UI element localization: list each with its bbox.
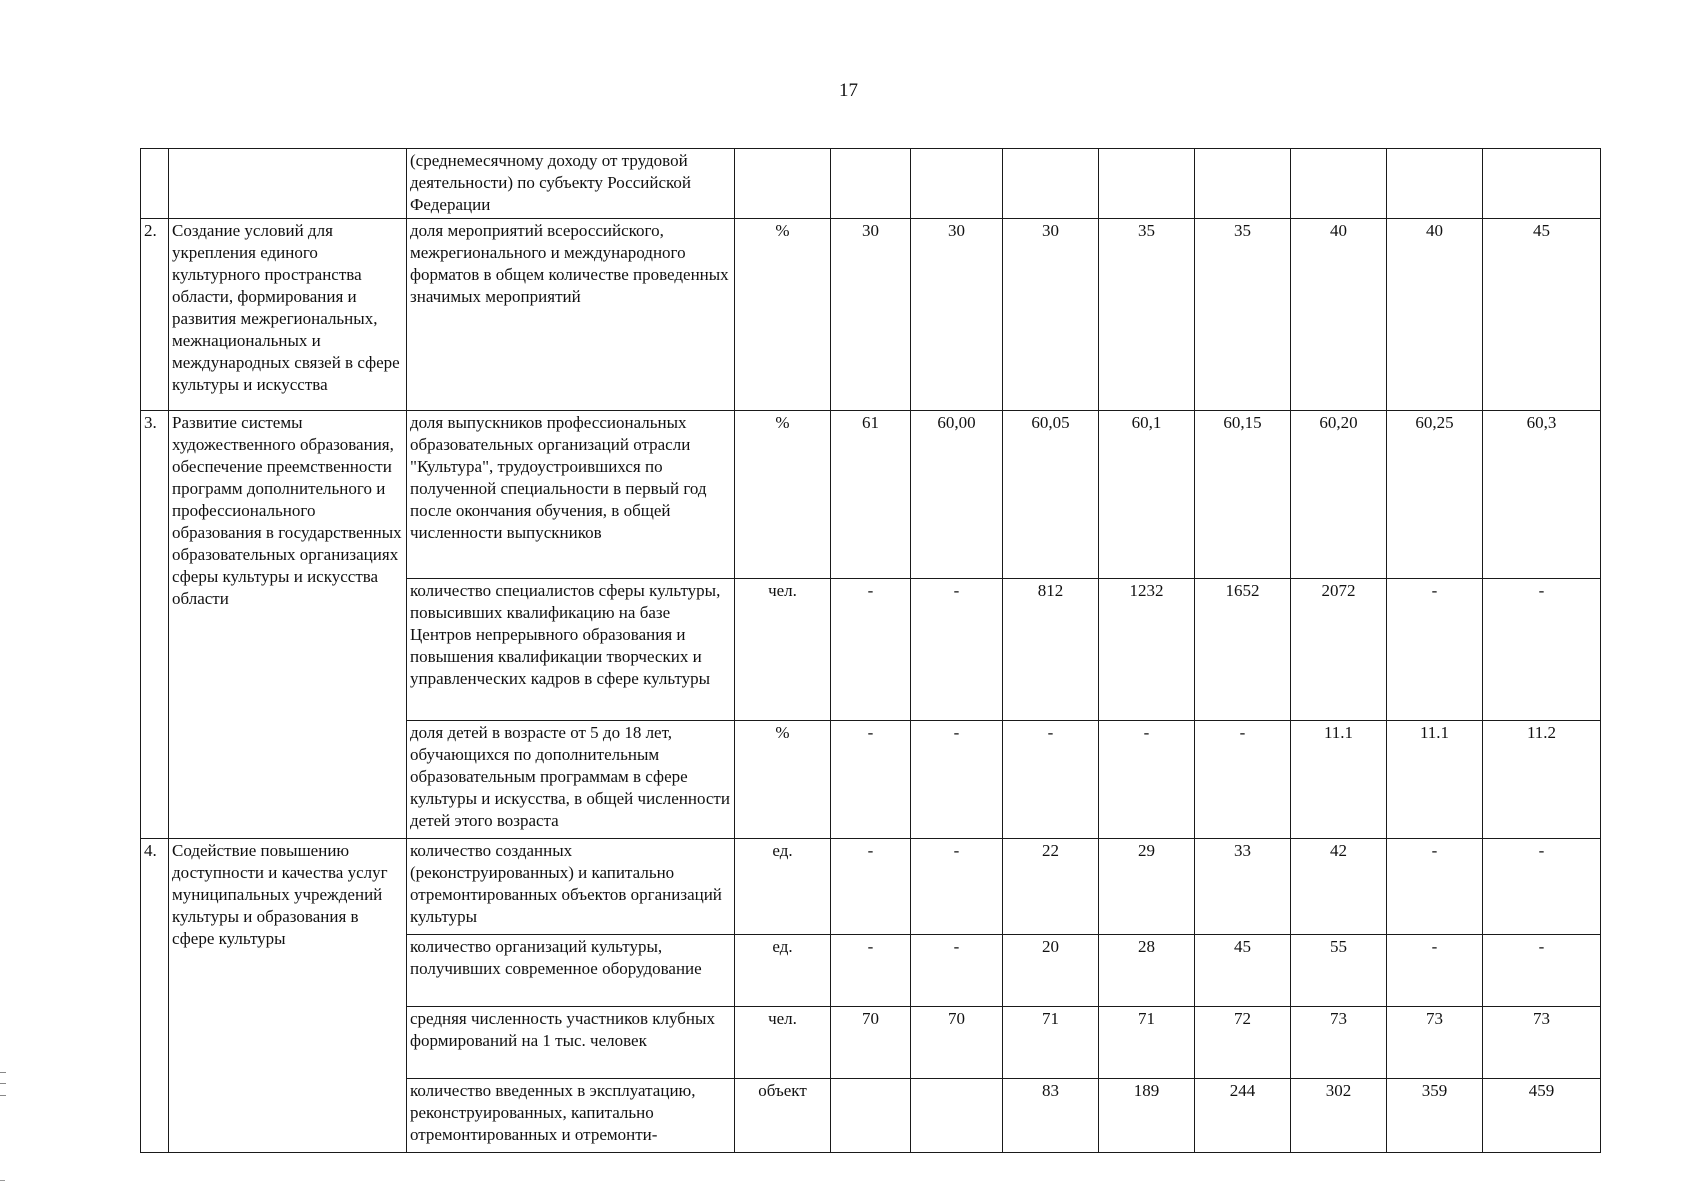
value-cell: 71 [1099, 1007, 1195, 1079]
indicator-cell: доля выпускников профессиональных образовательных организаций отрасли "Культура", трудоустроившихся по полученной специальности в первый год после окончания обучения, в общей численности выпускников [407, 411, 735, 579]
value-cell: 70 [911, 1007, 1003, 1079]
value-cell: - [1387, 935, 1483, 1007]
value-cell: 302 [1291, 1079, 1387, 1153]
value-cell: - [1483, 935, 1601, 1007]
value-cell: 73 [1387, 1007, 1483, 1079]
value-cell: 33 [1195, 839, 1291, 935]
value-cell: 2072 [1291, 579, 1387, 721]
row-number: 2. [141, 219, 169, 411]
value-cell: - [911, 839, 1003, 935]
value-cell: 459 [1483, 1079, 1601, 1153]
value-cell: - [1483, 579, 1601, 721]
value-cell: - [1387, 579, 1483, 721]
indicator-cell: количество организаций культуры, получивших современное оборудование [407, 935, 735, 1007]
unit-cell: ед. [735, 935, 831, 1007]
task-cell: Содействие повышению доступности и качества услуг муниципальных учреждений культуры и образования в сфере культуры [169, 839, 407, 1153]
value-cell [1195, 149, 1291, 219]
task-cell: Создание условий для укрепления единого культурного пространства области, формирования и развития межрегиональных, межнациональных и международных связей в сфере культуры и искусства [169, 219, 407, 411]
indicator-cell: доля детей в возрасте от 5 до 18 лет, обучающихся по дополнительным образовательным программам в сфере культуры и искусства, в общей численности детей этого возраста [407, 721, 735, 839]
value-cell: 20 [1003, 935, 1099, 1007]
value-cell: 359 [1387, 1079, 1483, 1153]
value-cell: 60,05 [1003, 411, 1099, 579]
value-cell: 73 [1483, 1007, 1601, 1079]
value-cell [831, 149, 911, 219]
value-cell: 71 [1003, 1007, 1099, 1079]
value-cell: 60,3 [1483, 411, 1601, 579]
value-cell: 29 [1099, 839, 1195, 935]
value-cell: - [911, 579, 1003, 721]
value-cell: 812 [1003, 579, 1099, 721]
indicator-cell: количество специалистов сферы культуры, повысивших квалификацию на базе Центров непрерывного образования и повышения квалификации творческих и управленческих кадров в сфере культуры [407, 579, 735, 721]
value-cell: 45 [1483, 219, 1601, 411]
table-row [141, 411, 1601, 579]
value-cell [1291, 149, 1387, 219]
value-cell: 55 [1291, 935, 1387, 1007]
value-cell: 30 [831, 219, 911, 411]
scan-edge-mark [0, 1072, 6, 1096]
value-cell: 35 [1099, 219, 1195, 411]
value-cell: 1652 [1195, 579, 1291, 721]
value-cell: 42 [1291, 839, 1387, 935]
indicators-table [140, 148, 1601, 1153]
task-cell: Развитие системы художественного образования, обеспечение преемственности программ дополнительного и профессионального образования в государственных образовательных организациях сферы культуры и искусства области [169, 411, 407, 839]
value-cell: - [911, 935, 1003, 1007]
value-cell: 60,20 [1291, 411, 1387, 579]
value-cell: 61 [831, 411, 911, 579]
value-cell: 22 [1003, 839, 1099, 935]
unit-cell [735, 149, 831, 219]
value-cell: - [1099, 721, 1195, 839]
value-cell: 40 [1291, 219, 1387, 411]
table-row [141, 839, 1601, 935]
unit-cell: % [735, 411, 831, 579]
value-cell [1099, 149, 1195, 219]
value-cell: 1232 [1099, 579, 1195, 721]
value-cell [911, 1079, 1003, 1153]
indicator-cell: (среднемесячному доходу от трудовой деятельности) по субъекту Российской Федерации [407, 149, 735, 219]
unit-cell: % [735, 219, 831, 411]
value-cell: 11.1 [1387, 721, 1483, 839]
value-cell: 70 [831, 1007, 911, 1079]
value-cell: 35 [1195, 219, 1291, 411]
value-cell [911, 149, 1003, 219]
value-cell: 30 [911, 219, 1003, 411]
value-cell: 60,15 [1195, 411, 1291, 579]
value-cell: 189 [1099, 1079, 1195, 1153]
value-cell [1483, 149, 1601, 219]
indicator-cell: количество введенных в эксплуатацию, реконструированных, капитально отремонтированных и отремонти- [407, 1079, 735, 1153]
value-cell: - [1483, 839, 1601, 935]
value-cell: 72 [1195, 1007, 1291, 1079]
value-cell: 83 [1003, 1079, 1099, 1153]
value-cell: 11.1 [1291, 721, 1387, 839]
indicator-cell: количество созданных (реконструированных) и капитально отремонтированных объектов организаций культуры [407, 839, 735, 935]
value-cell: - [1195, 721, 1291, 839]
task-cell [169, 149, 407, 219]
value-cell: 45 [1195, 935, 1291, 1007]
value-cell: 73 [1291, 1007, 1387, 1079]
value-cell: 60,00 [911, 411, 1003, 579]
indicator-cell: доля мероприятий всероссийского, межрегионального и международного форматов в общем количестве проведенных значимых мероприятий [407, 219, 735, 411]
value-cell: 60,25 [1387, 411, 1483, 579]
row-number: 4. [141, 839, 169, 1153]
value-cell: 244 [1195, 1079, 1291, 1153]
unit-cell: ед. [735, 839, 831, 935]
value-cell [1387, 149, 1483, 219]
value-cell: - [1387, 839, 1483, 935]
value-cell: - [831, 839, 911, 935]
value-cell: - [911, 721, 1003, 839]
table-row [141, 149, 1601, 219]
value-cell: - [831, 579, 911, 721]
value-cell: - [831, 935, 911, 1007]
unit-cell: чел. [735, 579, 831, 721]
unit-cell: % [735, 721, 831, 839]
value-cell: - [831, 721, 911, 839]
table-row [141, 219, 1601, 411]
value-cell [1003, 149, 1099, 219]
unit-cell: чел. [735, 1007, 831, 1079]
value-cell: 11.2 [1483, 721, 1601, 839]
value-cell: 30 [1003, 219, 1099, 411]
value-cell: 28 [1099, 935, 1195, 1007]
unit-cell: объект [735, 1079, 831, 1153]
row-number: 3. [141, 411, 169, 839]
scan-edge-dot [0, 1180, 5, 1181]
value-cell: 60,1 [1099, 411, 1195, 579]
page-number: 17 [839, 80, 858, 101]
value-cell [831, 1079, 911, 1153]
value-cell: - [1003, 721, 1099, 839]
row-number [141, 149, 169, 219]
indicator-cell: средняя численность участников клубных формирований на 1 тыс. человек [407, 1007, 735, 1079]
value-cell: 40 [1387, 219, 1483, 411]
